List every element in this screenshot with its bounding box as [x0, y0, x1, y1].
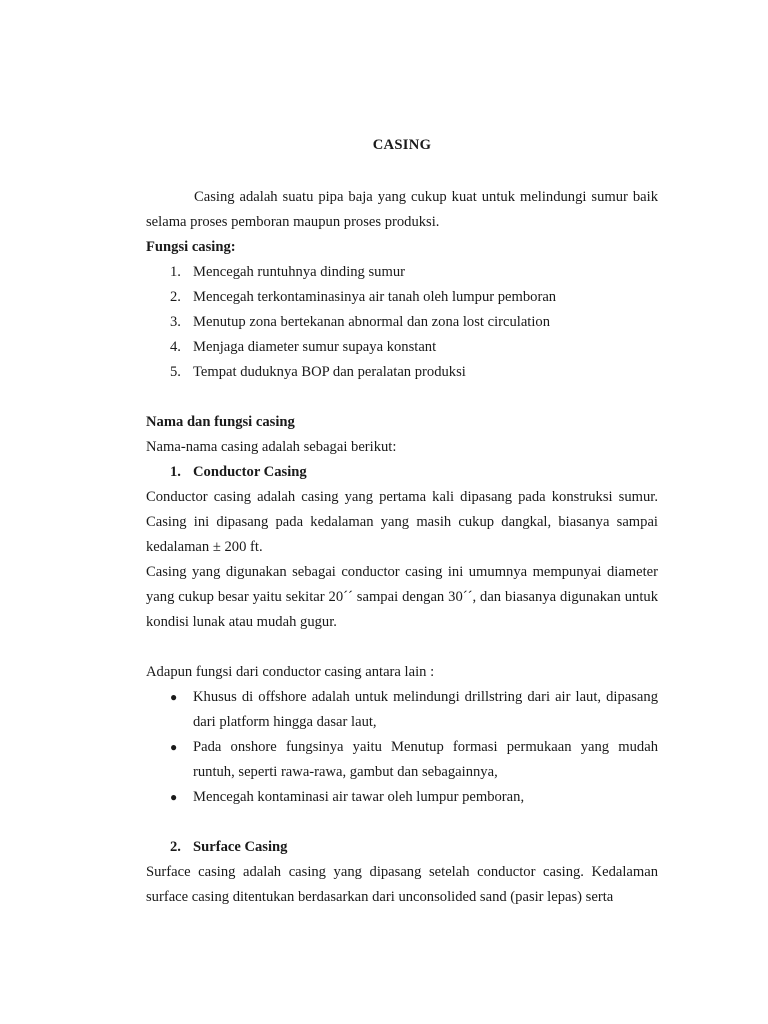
section-title: Conductor Casing	[193, 464, 307, 480]
list-number: 3.	[170, 314, 181, 330]
bullet-text: Mencegah kontaminasi air tawar oleh lumpur pemboran,	[193, 789, 525, 805]
bullet-icon: ●	[170, 690, 178, 704]
bullet-item	[146, 685, 658, 735]
list-item	[146, 360, 658, 385]
list-number: 2.	[170, 289, 181, 305]
section-number: 1.	[170, 464, 181, 480]
list-text: Mencegah terkontaminasinya air tanah oleh lumpur pemboran	[193, 289, 557, 305]
list-number: 5.	[170, 364, 181, 380]
list-text: Menjaga diameter sumur supaya konstant	[193, 339, 437, 355]
surface-heading	[146, 835, 658, 860]
bullet-item	[146, 785, 658, 810]
bullet-text: Khusus di offshore adalah untuk melindungi drillstring dari air laut, dipasang dari platform hingga dasar laut,	[193, 689, 658, 730]
list-text: Tempat duduknya BOP dan peralatan produksi	[193, 364, 466, 380]
nama-heading: Nama dan fungsi casing	[146, 414, 295, 430]
conductor-heading	[146, 460, 658, 485]
bullet-icon: ●	[170, 790, 178, 804]
intro-paragraph: Casing adalah suatu pipa baja yang cukup kuat untuk melindungi sumur baik selama proses pemboran maupun proses produksi.	[146, 189, 658, 230]
section-number: 2.	[170, 839, 181, 855]
list-item	[146, 310, 658, 335]
conductor-para-2: Casing yang digunakan sebagai conductor casing ini umumnya mempunyai diameter yang cukup besar yaitu sekitar 20´´ sampai dengan 30´´, dan biasanya digunakan untuk kondisi lunak atau mudah gugur.	[146, 564, 658, 630]
fungsi-list	[146, 260, 658, 385]
list-number: 1.	[170, 264, 181, 280]
list-text: Mencegah runtuhnya dinding sumur	[193, 264, 405, 280]
fungsi-heading: Fungsi casing:	[146, 239, 236, 255]
document-body	[146, 185, 658, 910]
section-title: Surface Casing	[193, 839, 288, 855]
bullet-text: Pada onshore fungsinya yaitu Menutup formasi permukaan yang mudah runtuh, seperti rawa-rawa, gambut dan sebagainnya,	[193, 739, 658, 780]
spacer	[146, 635, 658, 660]
conductor-fungsi-intro: Adapun fungsi dari conductor casing antara lain :	[146, 664, 435, 680]
document-title: CASING	[372, 137, 432, 153]
surface-para-1: Surface casing adalah casing yang dipasang setelah conductor casing. Kedalaman surface casing ditentukan berdasarkan dari unconsolided sand (pasir lepas) serta	[146, 864, 658, 905]
list-item	[146, 335, 658, 360]
list-item	[146, 260, 658, 285]
list-text: Menutup zona bertekanan abnormal dan zona lost circulation	[193, 314, 551, 330]
list-item	[146, 285, 658, 310]
list-number: 4.	[170, 339, 181, 355]
spacer	[146, 810, 658, 835]
spacer	[146, 385, 658, 410]
conductor-para-1: Conductor casing adalah casing yang pertama kali dipasang pada konstruksi sumur. Casing ini dipasang pada kedalaman yang masih cukup dangkal, biasanya sampai kedalaman ± 200 ft.	[146, 489, 658, 555]
conductor-bullet-list	[146, 685, 658, 810]
bullet-item	[146, 735, 658, 785]
bullet-icon: ●	[170, 740, 178, 754]
nama-intro: Nama-nama casing adalah sebagai berikut:	[146, 439, 397, 455]
